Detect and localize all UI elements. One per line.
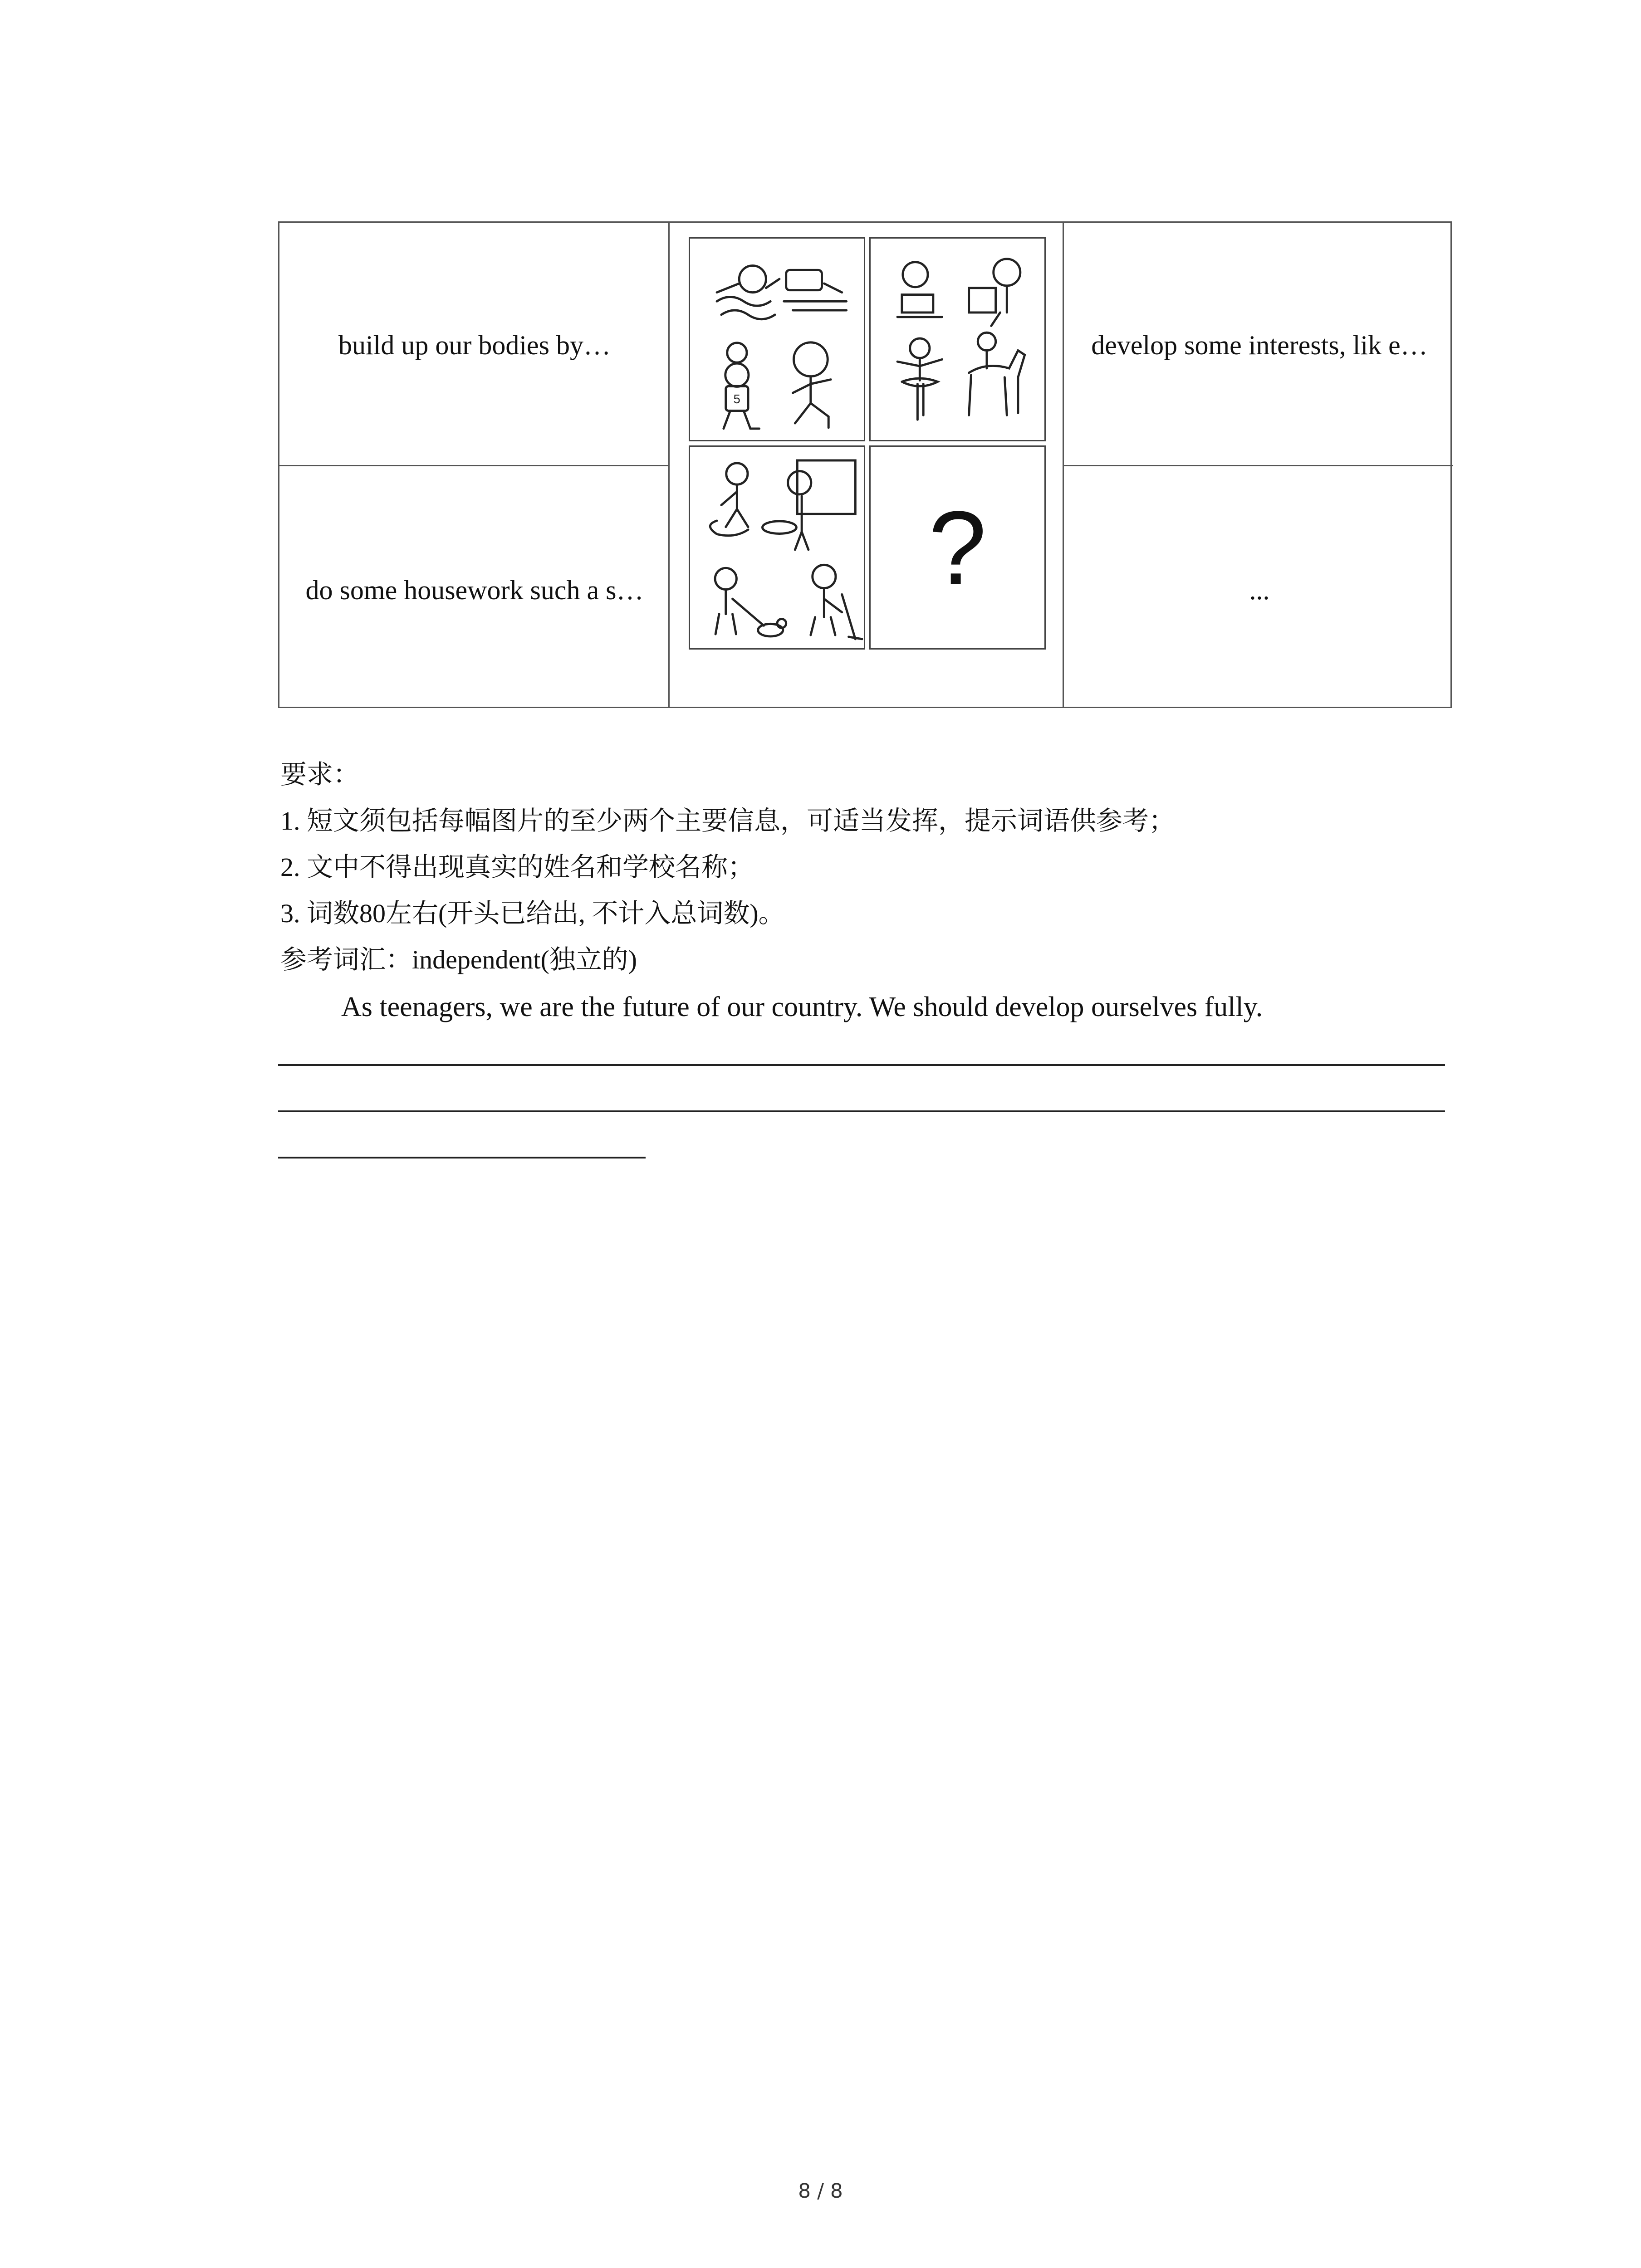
cell-housework: do some housework such a s…: [305, 575, 644, 605]
housework-picture: [689, 445, 865, 650]
page-number: 8 / 8: [798, 2180, 843, 2203]
table-divider: [668, 223, 670, 707]
table-divider: [1063, 465, 1453, 466]
jersey-number: 5: [733, 391, 740, 406]
hobbies-picture: [869, 237, 1046, 441]
hobby-pictures-icon: [871, 239, 1044, 440]
reference-vocabulary: 参考词汇：independent(独立的): [280, 945, 637, 974]
answer-line[interactable]: [278, 1110, 1445, 1112]
requirement-item: 3. 词数80左右(开头已给出, 不计入总词数)。: [280, 899, 785, 928]
sports-pictures-icon: [690, 239, 864, 440]
requirement-item: 1. 短文须包括每幅图片的至少两个主要信息，可适当发挥，提示词语供参考；: [280, 806, 1176, 836]
cell-build-up-bodies: build up our bodies by…: [338, 330, 611, 360]
requirements-heading: 要求：: [280, 760, 360, 789]
answer-line[interactable]: [278, 1064, 1445, 1066]
table-divider: [279, 465, 668, 466]
answer-line[interactable]: [278, 1157, 646, 1158]
cell-develop-interests: develop some interests, lik e…: [1091, 330, 1428, 360]
intro-sentence: As teenagers, we are the future of our country. We should develop ourselves fully.: [341, 992, 1263, 1022]
cell-more: ...: [1249, 575, 1270, 605]
writing-prompt-table: [278, 221, 1452, 708]
question-mark-picture: ?: [869, 445, 1046, 650]
housework-pictures-icon: [690, 447, 864, 648]
sports-picture: [689, 237, 865, 441]
requirement-item: 2. 文中不得出现真实的姓名和学校名称；: [280, 852, 754, 882]
